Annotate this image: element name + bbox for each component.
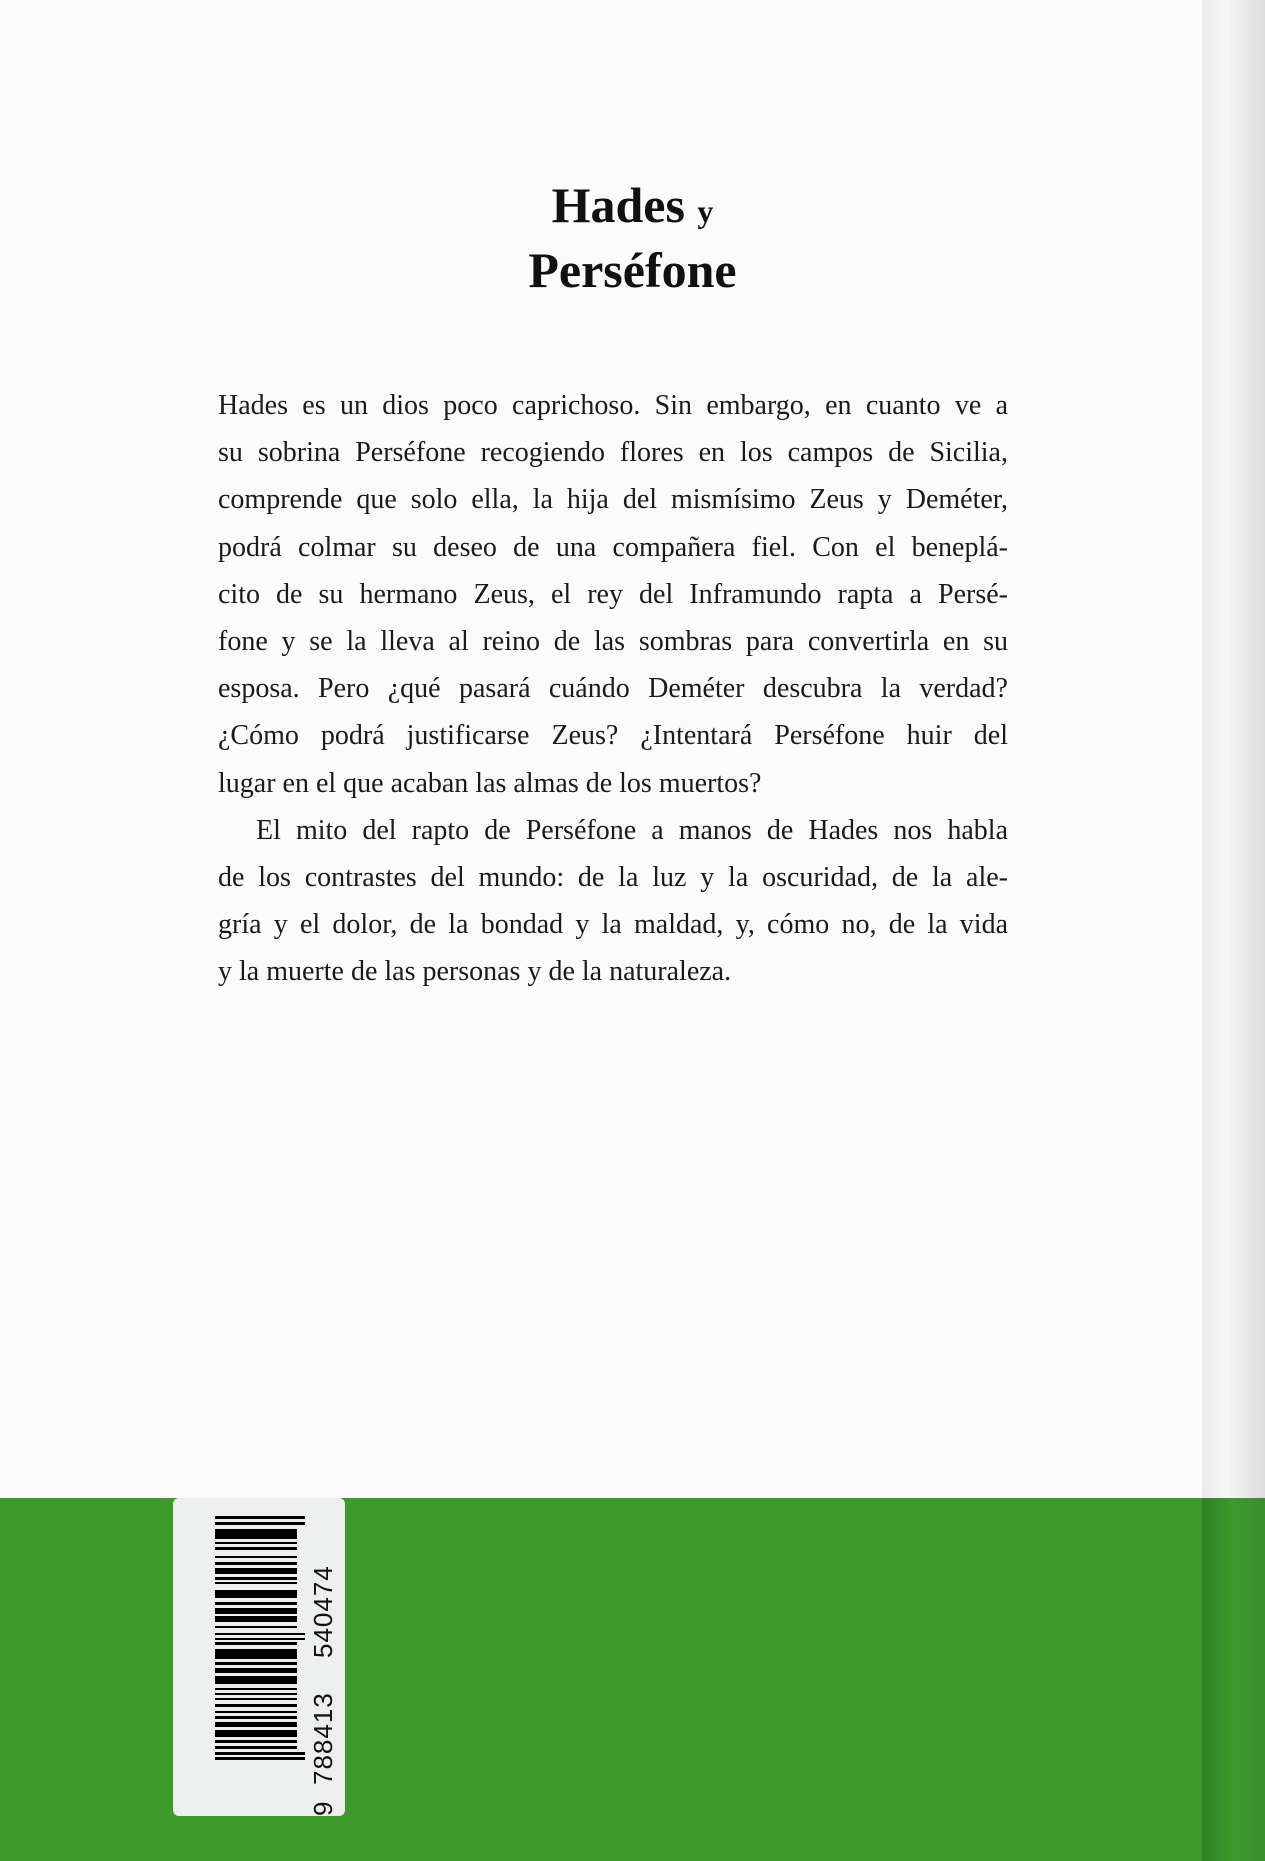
synopsis-line: gría y el dolor, de la bondad y la maldad, y, cómo no, de la vida: [218, 909, 1008, 941]
barcode-icon: [215, 1516, 305, 1798]
green-band-edge: [1202, 1498, 1265, 1861]
book-title: [0, 175, 1265, 299]
synopsis-line: lugar en el que acaban las almas de los muertos?: [218, 767, 762, 799]
synopsis-line: su sobrina Perséfone recogiendo flores en los campos de Sicilia,: [218, 437, 1008, 469]
synopsis-text: [218, 382, 1008, 996]
synopsis-line: comprende que solo ella, la hija del mismísimo Zeus y Deméter,: [218, 484, 1008, 516]
synopsis-line: y la muerte de las personas y de la naturaleza.: [218, 956, 732, 988]
synopsis-line: Hades es un dios poco caprichoso. Sin embargo, en cuanto ve a: [218, 390, 1008, 421]
barcode-digit-first: 9: [308, 1800, 338, 1816]
synopsis-line: de los contrastes del mundo: de la luz y la oscuridad, de la ale-: [218, 862, 1008, 894]
barcode-label: [173, 1498, 345, 1816]
barcode-digits-right: 540474: [308, 1565, 338, 1658]
synopsis-line: podrá colmar su deseo de una compañera fiel. Con el beneplá-: [218, 531, 1008, 563]
synopsis-line: esposa. Pero ¿qué pasará cuándo Deméter descubra la verdad?: [218, 673, 1008, 705]
barcode-digits-left: 788413: [308, 1692, 338, 1785]
synopsis-line: El mito del rapto de Perséfone a manos de Hades nos habla: [256, 814, 1008, 846]
synopsis-line: fone y se la lleva al reino de las sombras para convertirla en su: [218, 626, 1008, 658]
title-conjunction: y: [697, 193, 714, 229]
barcode-digits: [308, 1498, 338, 1816]
title-line-1: Hades: [551, 177, 685, 233]
synopsis-line: cito de su hermano Zeus, el rey del Inframundo rapta a Persé-: [218, 578, 1008, 610]
synopsis-line: ¿Cómo podrá justificarse Zeus? ¿Intentará Perséfone huir del: [218, 720, 1008, 752]
title-line-2: Perséfone: [528, 242, 737, 298]
